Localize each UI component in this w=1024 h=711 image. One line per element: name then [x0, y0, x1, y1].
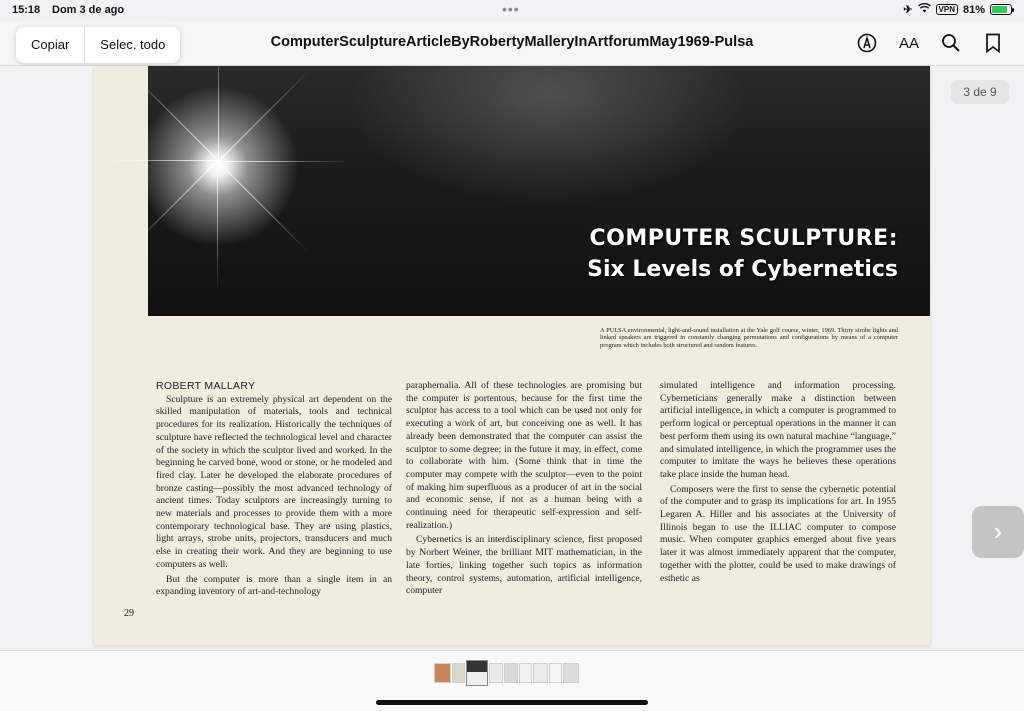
text-size-label: AA: [898, 34, 919, 52]
page-indicator: 3 de 9: [951, 80, 1009, 104]
status-time: 15:18: [12, 4, 41, 16]
photo-caption: A PULSA environmental, light-and-sound installation at the Yale golf course, winter, 1969. Thirty strobe lights and linked speakers are triggered in constantly changing permutations and configurations by means of a computer program which includes both structured and random features.: [600, 327, 898, 349]
article-photo: [148, 66, 930, 316]
bookmark-icon[interactable]: [980, 30, 1006, 56]
page-number: 29: [124, 608, 134, 619]
battery-fill: [992, 6, 1007, 13]
paragraph: Composers were the first to sense the cybernetic potential of the computer and to grasp its implications for art. In 1955 Legaren A. Hiller and his associates at the University of Illinois began to use the ILLIAC computer to compose music. When computer graphics emerged about five years later it was almost immediately apparent that the computer, together with the plotter, could be used to make drawings of esthetic as: [660, 483, 896, 584]
article-column-2: [406, 380, 642, 598]
home-indicator[interactable]: [376, 700, 648, 705]
article-author: ROBERT MALLARY: [156, 380, 256, 392]
paragraph: Cybernetics is an interdisciplinary science, first proposed by Norbert Weiner, the brilliant MIT mathematician, in the late forties, linking together such topics as information theory, control systems, automation, artificial intelligence, computer: [406, 534, 642, 597]
markup-pen-icon[interactable]: [854, 30, 880, 56]
select-all-button[interactable]: Selec. todo: [100, 37, 166, 52]
thumbnail-page-3-current[interactable]: [466, 660, 488, 686]
thumbnail-bar: [0, 650, 1024, 711]
thumbnail-page-7[interactable]: [533, 663, 548, 683]
next-page-button[interactable]: [972, 506, 1024, 558]
article-headline: [587, 226, 898, 282]
document-page[interactable]: [94, 66, 930, 645]
status-bar: [0, 0, 1024, 22]
headline-line-2: Six Levels of Cybernetics: [587, 257, 898, 282]
text-size-button[interactable]: [896, 30, 922, 56]
paragraph: Sculpture is an extremely physical art dependent on the skilled manipulation of materials, tools and technical procedures for its realization. Historically the techniques of sculpture have reflected the technological level and character of the society in which the sculptor lived and worked. In the beginning he carved bone, wood or stone, or he modeled and fired clay. Later he developed the elaborate procedures of bronze casting—possibly the most advanced technology of ancient times. Today sculptors are increasingly turning to new materials and processes to provide them with a more contemporary technological base. They are using plastics, light arrays, strobe units, projectors, transducers and much else in creating their work. And they are beginning to use computers as well.: [156, 393, 392, 570]
thumbnail-page-5[interactable]: [504, 663, 518, 683]
strobe-flare: [218, 161, 220, 163]
battery-icon: [990, 4, 1012, 15]
thumbnail-page-9[interactable]: [563, 663, 579, 683]
thumbnail-page-8[interactable]: [549, 663, 562, 683]
wifi-icon: [918, 3, 931, 16]
headline-line-1: COMPUTER SCULPTURE:: [589, 226, 898, 251]
paragraph: paraphernalia. All of these technologies are promising but the computer is portentous, because for the first time the sculptor has access to a tool which can be used not only for executing a work of art, but conceiving one as well. It has already been demonstrated that the computer can assist the sculptor to some degree; in the future it may, in effect, come to collaborate with him. (Some think that in time the computer may compete with the sculptor—even to the point of making him superfluous as a producer of art in the social and economic sense, if not as a human being with a continuing need for therapeutic self-expression and self-realization.): [406, 380, 642, 531]
article-column-1: [156, 380, 392, 599]
paragraph: But the computer is more than a single item in an expanding inventory of art-and-technology: [156, 573, 392, 598]
thumbnail-page-6[interactable]: [519, 663, 532, 683]
copy-button[interactable]: Copiar: [31, 37, 70, 52]
chevron-right-icon: ›: [993, 516, 1003, 546]
thumbnail-page-1[interactable]: [434, 663, 451, 683]
multitasking-dots-icon[interactable]: •••: [502, 1, 520, 17]
vpn-badge: VPN: [936, 4, 958, 15]
status-right-group: [903, 3, 1012, 16]
document-title: ComputerSculptureArticleByRobertyMalleryInArtforumMay1969-Pulsa: [270, 34, 754, 50]
page-thumbnails[interactable]: [434, 660, 579, 686]
status-date: Dom 3 de ago: [52, 4, 125, 16]
battery-percent: 81%: [962, 3, 985, 16]
article-column-3: [660, 380, 896, 585]
paragraph: simulated intelligence and information processing. Cyberneticians generally make a distinction between artificial intelligence, in which a computer is programmed to perform logical or perceptual operations in the manner it can best perform them using its own natural machine “language,” and simulated intelligence, in which the programmer uses the computer to imitate the ways he believes these operations take place inside the human head.: [660, 380, 896, 480]
thumbnail-page-4[interactable]: [489, 663, 503, 683]
airplane-icon: ✈: [903, 4, 913, 16]
search-icon[interactable]: [938, 30, 964, 56]
thumbnail-page-2[interactable]: [452, 663, 465, 683]
toolbar: [0, 22, 1024, 66]
toolbar-actions: [854, 30, 1006, 56]
document-viewer[interactable]: [0, 66, 1024, 650]
